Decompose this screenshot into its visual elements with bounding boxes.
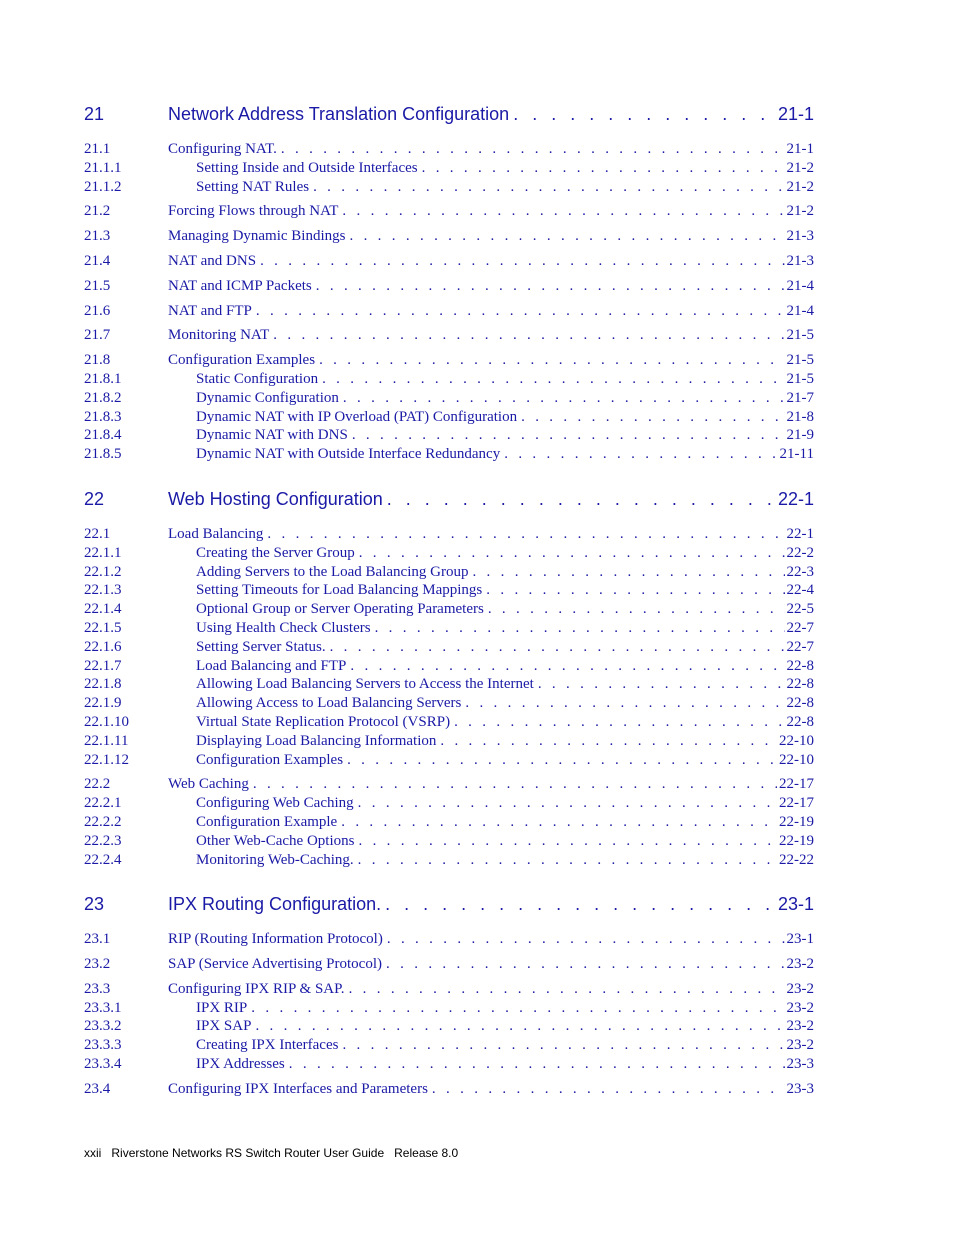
toc-entry-title: Dynamic NAT with DNS [196,427,348,444]
dot-leader [488,600,785,619]
dot-leader [322,370,784,389]
toc-entry-link[interactable] [168,1055,814,1074]
toc-entry-link[interactable] [168,1036,814,1055]
toc-entry-title: Dynamic NAT with IP Overload (PAT) Configuration [196,408,518,425]
toc-entry-link[interactable] [168,894,814,915]
chapter-number: 22 [84,488,105,509]
toc-entry-number: 22.1.2 [84,563,122,580]
dot-leader [253,775,777,794]
dot-leader [319,351,784,370]
toc-entry-link[interactable] [168,563,814,582]
toc-entry-number: 21.6 [84,302,111,319]
dot-leader [255,1017,784,1036]
chapter-heading-23[interactable] [84,894,814,924]
toc-page-number: 22-8 [786,657,814,674]
dot-leader [465,694,784,713]
toc-entry-link[interactable] [168,302,814,321]
toc-entry-title: Dynamic NAT with Outside Interface Redundancy [196,446,501,463]
toc-page-number: 22-1 [786,525,814,542]
toc-entry-link[interactable] [168,426,814,445]
toc-entry-number: 23.3.4 [84,1056,122,1073]
toc-entry-title: IPX Routing Configuration. [168,894,382,915]
toc-entry-number: 23.3 [84,980,111,997]
toc-page-number: 21-5 [786,327,814,344]
toc-page-number: 21-8 [786,408,814,425]
toc-entry-link[interactable] [168,104,814,125]
toc-entry-link[interactable] [168,694,814,713]
toc-entry-link[interactable] [168,408,814,427]
toc-entry-number: 21.4 [84,252,111,269]
toc-entry-title: Configuration Example [196,813,338,830]
toc-entry-number: 22.2.1 [84,795,122,812]
toc-entry-title: Setting Timeouts for Load Balancing Mappings [196,582,483,599]
toc-entry-title: Virtual State Replication Protocol (VSRP) [196,713,451,730]
toc-entry-link[interactable] [168,227,814,246]
toc-subsection-row[interactable] [84,389,814,408]
toc-entry-number: 23.4 [84,1080,111,1097]
footer-release: Release 8.0 [394,1146,459,1160]
dot-leader [440,732,777,751]
toc-section-row[interactable] [84,227,814,246]
toc-entry-number: 21.8.5 [84,446,122,463]
toc-entry-link[interactable] [168,713,814,732]
toc-subsection-row[interactable] [84,638,814,657]
toc-entry-link[interactable] [168,351,814,370]
dot-leader [387,489,776,510]
toc-subsection-row[interactable] [84,832,814,851]
toc-entry-number: 21.1 [84,141,111,157]
toc-entry-title: Configuration Examples [196,751,344,768]
chapter-number: 21 [84,104,105,124]
toc-entry-number: 21.8.3 [84,408,122,425]
toc-entry-title: Monitoring NAT [168,327,270,344]
toc-entry-title: Web Caching [168,776,249,793]
toc-page-number: 21-1 [777,104,814,124]
toc-entry-number: 22.1.7 [84,657,122,674]
toc-subsection-row[interactable] [84,408,814,427]
toc-entry-link[interactable] [168,202,814,221]
toc-page-number: 22-8 [786,695,814,712]
toc-page-number: 21-1 [786,141,814,157]
toc-page-number: 21-5 [786,370,814,387]
toc-subsection-row[interactable] [84,426,814,445]
toc-subsection-row[interactable] [84,178,814,197]
toc-entry-title: NAT and DNS [168,252,257,269]
toc-entry-link[interactable] [168,544,814,563]
toc-entry-title: Allowing Load Balancing Servers to Access the Internet [196,676,534,693]
toc-entry-number: 21.1.2 [84,178,122,195]
toc-entry-number: 21.7 [84,327,111,344]
toc-subsection-row[interactable] [84,370,814,389]
section-spacer [84,869,814,894]
toc-entry-title: Configuring IPX Interfaces and Parameters [168,1080,428,1097]
toc-entry-title: Adding Servers to the Load Balancing Group [196,563,469,580]
toc-entry-number: 21.8.4 [84,427,122,444]
toc-page-number: 22-17 [779,795,814,812]
dot-leader [513,104,776,125]
toc-entry-link[interactable] [168,178,814,197]
toc-entry-title: Web Hosting Configuration [168,488,383,509]
toc-entry-number: 22.1.5 [84,619,122,636]
toc-page-number: 23-2 [786,999,814,1016]
toc-entry-title: RIP (Routing Information Protocol) [168,931,383,948]
toc-page-number: 21-11 [779,446,814,463]
toc-entry-number: 21.2 [84,203,111,220]
toc-entry-title: Using Health Check Clusters [196,619,371,636]
dot-leader [342,1036,784,1055]
toc-entry-title: Setting Inside and Outside Interfaces [196,159,418,176]
toc-section-row[interactable] [84,930,814,949]
dot-leader [385,894,776,915]
toc-page-number: 22-19 [779,813,814,830]
dot-leader [273,326,784,345]
toc-subsection-row[interactable] [84,657,814,676]
toc-entry-number: 22.1.10 [84,713,129,730]
toc-entry-title: NAT and FTP [168,302,252,319]
toc-entry-title: Forcing Flows through NAT [168,203,339,220]
toc-entry-number: 21.1.1 [84,159,122,176]
toc-entry-number: 22.1.11 [84,732,129,749]
toc-entry-number: 22.1.6 [84,638,122,655]
toc-subsection-row[interactable] [84,445,814,464]
toc-page-number: 23-2 [786,980,814,997]
toc-entry-number: 22.2.4 [84,851,122,868]
toc-page-number: 22-8 [786,713,814,730]
toc-section-row[interactable] [84,955,814,974]
section-spacer [84,464,814,489]
table-of-contents [84,104,814,1099]
toc-page-number: 23-3 [786,1056,814,1073]
toc-entry-number: 22.2.3 [84,832,122,849]
toc-entry-title: Configuring Web Caching [196,795,354,812]
toc-page-number: 21-4 [786,277,814,294]
toc-section-row[interactable] [84,775,814,794]
dot-leader [251,999,784,1018]
dot-leader [260,252,784,271]
toc-page-number: 22-3 [786,563,814,580]
toc-entry-number: 22.1.9 [84,695,122,712]
toc-page-number: 23-2 [786,1018,814,1035]
dot-leader [359,544,785,563]
toc-entry-link[interactable] [168,1017,814,1036]
chapter-heading-22[interactable] [84,489,814,519]
toc-page-number: 22-22 [779,851,814,868]
toc-entry-link[interactable] [168,657,814,676]
toc-entry-title: SAP (Service Advertising Protocol) [168,956,383,973]
toc-entry-link[interactable] [168,813,814,832]
toc-entry-link[interactable] [168,389,814,408]
toc-entry-title: Monitoring Web-Caching. [196,851,354,868]
toc-entry-number: 23.1 [84,931,111,948]
toc-page-number: 22-19 [779,832,814,849]
toc-entry-title: Other Web-Cache Options [196,832,355,849]
dot-leader [343,389,785,408]
dot-leader [350,657,784,676]
toc-subsection-row[interactable] [84,813,814,832]
toc-entry-link[interactable] [168,732,814,751]
toc-entry-link[interactable] [168,638,814,657]
dot-leader [358,794,777,813]
dot-leader [342,202,784,221]
toc-entry-number: 23.3.2 [84,1018,122,1035]
toc-entry-link[interactable] [168,489,814,510]
toc-section-row[interactable] [84,202,814,221]
toc-section-row[interactable] [84,326,814,345]
toc-entry-link[interactable] [168,252,814,271]
toc-subsection-row[interactable] [84,675,814,694]
dot-leader [289,1055,785,1074]
toc-page-number: 22-10 [779,751,814,768]
toc-entry-link[interactable] [168,277,814,296]
toc-subsection-row[interactable] [84,159,814,178]
dot-leader [486,581,784,600]
toc-entry-title: Managing Dynamic Bindings [168,228,346,245]
chapter-number: 23 [84,894,105,915]
toc-page-number: 21-2 [786,159,814,176]
toc-entry-link[interactable] [168,600,814,619]
toc-subsection-row[interactable] [84,999,814,1018]
toc-entry-number: 22.2.2 [84,813,122,830]
toc-entry-link[interactable] [168,832,814,851]
dot-leader [313,178,784,197]
toc-entry-title: Setting NAT Rules [196,178,310,195]
toc-entry-link[interactable] [168,980,814,999]
toc-subsection-row[interactable] [84,1055,814,1074]
toc-entry-link[interactable] [168,581,814,600]
dot-leader [521,408,784,427]
toc-subsection-row[interactable] [84,581,814,600]
toc-entry-link[interactable] [168,955,814,974]
toc-subsection-row[interactable] [84,732,814,751]
toc-page-number: 21-2 [786,203,814,220]
toc-page-number: 21-5 [786,352,814,369]
toc-subsection-row[interactable] [84,1036,814,1055]
dot-leader [267,525,784,544]
toc-entry-number: 22.1.3 [84,582,122,599]
toc-subsection-row[interactable] [84,713,814,732]
toc-section-row[interactable] [84,525,814,544]
toc-entry-title: Load Balancing and FTP [196,657,347,674]
toc-entry-title: Dynamic Configuration [196,389,339,406]
dot-leader [432,1080,785,1099]
toc-entry-link[interactable] [168,794,814,813]
toc-subsection-row[interactable] [84,694,814,713]
toc-entry-title: IPX SAP [196,1018,252,1035]
chapter-heading-21[interactable] [84,104,814,134]
toc-subsection-row[interactable] [84,794,814,813]
toc-page-number: 22-5 [786,601,814,618]
toc-section-row[interactable] [84,351,814,370]
toc-subsection-row[interactable] [84,751,814,770]
toc-entry-number: 22.1.12 [84,751,129,768]
toc-entry-title: Configuring IPX RIP & SAP. [168,980,345,997]
toc-entry-number: 21.5 [84,277,111,294]
toc-entry-link[interactable] [168,159,814,178]
toc-entry-link[interactable] [168,675,814,694]
dot-leader [504,445,777,464]
dot-leader [472,563,784,582]
toc-page-number: 21-2 [786,178,814,195]
toc-entry-title: Allowing Access to Load Balancing Servers [196,695,462,712]
toc-page-number: 23-1 [777,894,814,915]
toc-section-row[interactable] [84,980,814,999]
toc-entry-title: Configuration Examples [168,352,316,369]
dot-leader [358,832,777,851]
toc-entry-link[interactable] [168,525,814,544]
footer-book-title: Riverstone Networks RS Switch Router User Guide [111,1146,385,1160]
toc-page-number: 23-2 [786,956,814,973]
toc-page-number: 22-10 [779,732,814,749]
toc-entry-link[interactable] [168,370,814,389]
toc-entry-title: Load Balancing [168,525,264,542]
toc-entry-link[interactable] [168,851,814,870]
dot-leader [454,713,784,732]
toc-section-row[interactable] [84,1080,814,1099]
toc-subsection-row[interactable] [84,851,814,870]
toc-entry-title: Setting Server Status. [196,638,326,655]
toc-entry-link[interactable] [168,751,814,770]
toc-entry-link[interactable] [168,326,814,345]
toc-page-number: 22-1 [777,488,814,509]
toc-entry-title: Creating IPX Interfaces [196,1037,339,1054]
toc-entry-title: IPX Addresses [196,1056,285,1073]
dot-leader [349,980,785,999]
toc-subsection-row[interactable] [84,1017,814,1036]
toc-entry-number: 21.3 [84,228,111,245]
dot-leader [538,675,785,694]
toc-entry-number: 22.1 [84,525,111,542]
toc-subsection-row[interactable] [84,600,814,619]
toc-entry-link[interactable] [168,999,814,1018]
toc-entry-link[interactable] [168,619,814,638]
toc-entry-number: 22.1.8 [84,676,122,693]
dot-leader [352,426,785,445]
dot-leader [375,619,785,638]
dot-leader [347,751,777,770]
toc-entry-link[interactable] [168,445,814,464]
toc-subsection-row[interactable] [84,563,814,582]
toc-page-number: 22-4 [786,582,814,599]
toc-entry-number: 23.2 [84,956,111,973]
toc-page-number: 23-3 [786,1080,814,1097]
toc-entry-title: Static Configuration [196,370,319,387]
toc-entry-number: 22.2 [84,776,111,793]
toc-page-number: 22-8 [786,676,814,693]
toc-entry-title: Displaying Load Balancing Information [196,732,437,749]
toc-entry-number: 22.1.4 [84,601,122,618]
toc-section-row[interactable] [84,252,814,271]
toc-page-number: 21-3 [786,228,814,245]
dot-leader [330,638,785,657]
toc-entry-title: NAT and ICMP Packets [168,277,312,294]
dot-leader [387,930,785,949]
toc-page-number: 21-7 [786,389,814,406]
page-footer [84,1146,458,1160]
toc-entry-number: 22.1.1 [84,544,122,561]
toc-section-row[interactable] [84,277,814,296]
toc-page-number: 22-7 [786,619,814,636]
toc-entry-number: 21.8.1 [84,370,122,387]
toc-entry-number: 21.8 [84,352,111,369]
dot-leader [386,955,784,974]
dot-leader [358,851,777,870]
toc-page-number: 22-2 [786,544,814,561]
toc-entry-title: Configuring NAT. [168,141,277,157]
toc-entry-link[interactable] [168,775,814,794]
toc-page-number: 21-3 [786,252,814,269]
toc-subsection-row[interactable] [84,544,814,563]
toc-subsection-row[interactable] [84,619,814,638]
toc-entry-link[interactable] [168,140,814,159]
toc-section-row[interactable] [84,140,814,159]
toc-page-number: 23-2 [786,1037,814,1054]
toc-entry-title: Optional Group or Server Operating Parameters [196,601,484,618]
toc-page-number: 22-7 [786,638,814,655]
dot-leader [281,140,785,159]
toc-page-number: 22-17 [779,776,814,793]
dot-leader [422,159,785,178]
dot-leader [256,302,785,321]
toc-entry-number: 21.8.2 [84,389,122,406]
toc-page-number: 21-9 [786,427,814,444]
toc-entry-title: Creating the Server Group [196,544,355,561]
toc-entry-link[interactable] [168,1080,814,1099]
toc-entry-number: 23.3.1 [84,999,122,1016]
dot-leader [341,813,777,832]
dot-leader [316,277,785,296]
toc-entry-title: Network Address Translation Configuration [168,104,510,124]
toc-entry-link[interactable] [168,930,814,949]
toc-entry-number: 23.3.3 [84,1037,122,1054]
toc-page-number: 21-4 [786,302,814,319]
toc-entry-title: IPX RIP [196,999,248,1016]
toc-page-number: 23-1 [786,931,814,948]
toc-section-row[interactable] [84,302,814,321]
dot-leader [349,227,784,246]
footer-page-number: xxii [84,1146,102,1160]
